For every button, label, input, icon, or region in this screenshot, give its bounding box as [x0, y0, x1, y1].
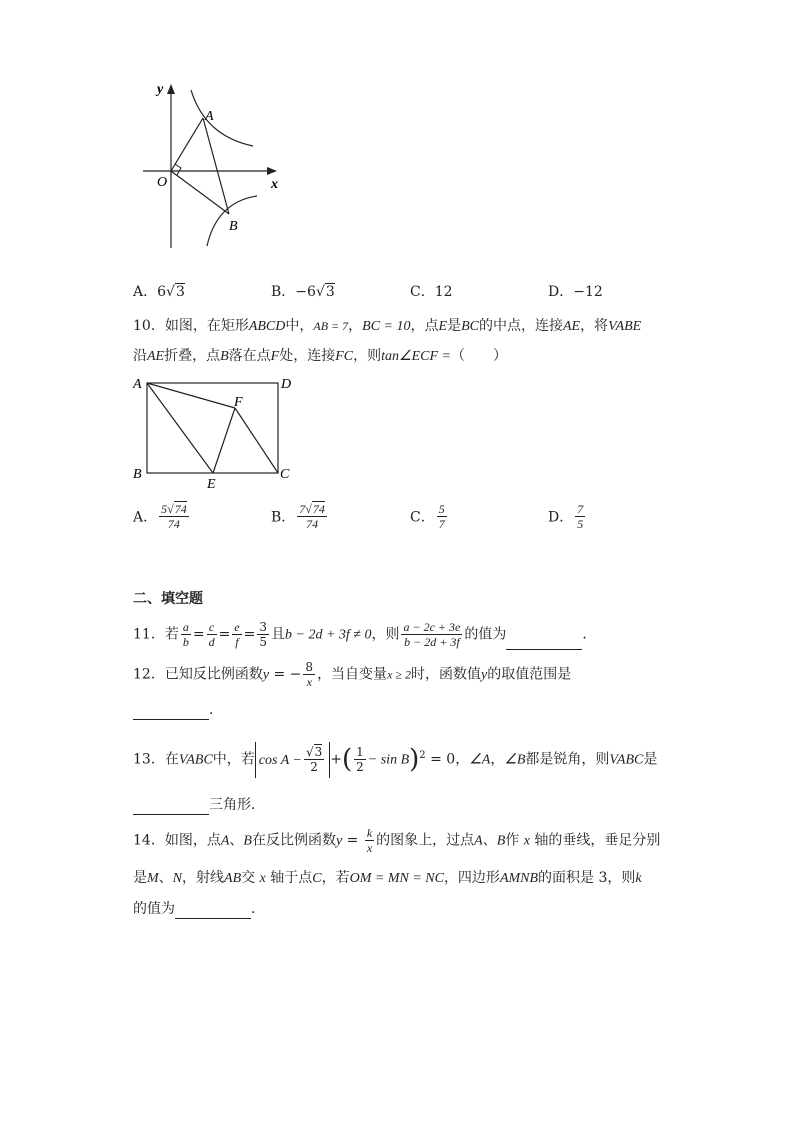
- q10-option-a: A． $\frac{5√74}{74}$: [133, 502, 187, 531]
- q10-line-2: 沿AE折叠，点B落在点F处，连接FC，则tan∠ECF =（ ）: [133, 348, 507, 364]
- segment-ob: [171, 171, 229, 214]
- section-heading: 二、填空题: [133, 591, 203, 607]
- label-d: D: [281, 377, 292, 392]
- q12-line-2: ．: [133, 700, 223, 720]
- q14-line-2: 是M、N，射线AB交 x 轴于点C，若OM = MN = NC，四边形AMNB的面积是 3，则k: [133, 870, 642, 886]
- segment-fc: [235, 408, 278, 473]
- segment-ef: [213, 408, 235, 473]
- q14-line-1: 14．如图，点A、B在反比例函数y = $\frac{k}{x}$ 的图象上，过点A、B作 x 轴的垂线，垂足分别: [133, 826, 661, 855]
- q10-option-d: D． $\frac{7}{5}$: [548, 502, 584, 531]
- label-b: B: [229, 219, 238, 234]
- q13-answer-blank[interactable]: [133, 796, 209, 815]
- q11: 11．若 $\frac{a}{b}$ = $\frac{c}{d}$ = $\frac{e}{f}$ = $\frac{3}{5}$ 且b − 2d + 3f ≠ 0，则 $\frac{a - 2c + 3e}{b - 2d + 3f}$ 的值为 ．: [133, 620, 597, 649]
- label-c: C: [280, 467, 290, 482]
- q9-option-d: D．−12: [548, 284, 603, 300]
- label-f: F: [234, 395, 243, 410]
- q11-answer-blank[interactable]: [506, 631, 582, 650]
- segment-ae: [147, 383, 213, 473]
- q13-line-2: 三角形．: [133, 795, 265, 815]
- q9-option-a: A．6√3: [133, 284, 185, 300]
- label-b: B: [133, 467, 142, 482]
- hyperbola-upper: [191, 90, 253, 146]
- q10-option-b: B． $\frac{7√74}{74}$: [271, 502, 325, 531]
- segment-ab: [203, 118, 229, 214]
- segment-oa: [171, 118, 203, 171]
- label-e: E: [207, 477, 216, 492]
- q10-option-c: C． $\frac{5}{7}$: [410, 502, 445, 531]
- q12-answer-blank[interactable]: [133, 701, 209, 720]
- rectangle-abcd: [147, 383, 278, 473]
- right-angle-mark: [175, 164, 181, 175]
- figure-q10: [130, 374, 300, 492]
- q10-line-1: 10．如图，在矩形ABCD中，AB = 7，BC = 10，点E是BC的中点，连接AE，将VABE: [133, 318, 642, 334]
- q14-answer-blank[interactable]: [175, 900, 251, 919]
- segment-af: [147, 383, 235, 408]
- q12-line-1: 12．已知反比例函数y = − $\frac{8}{x}$ ，当自变量x ≥ 2时，函数值y的取值范围是: [133, 660, 572, 689]
- label-y: y: [157, 82, 164, 97]
- q9-option-b: B．−6√3: [271, 284, 335, 300]
- x-arrow: [267, 167, 277, 175]
- label-x: x: [271, 177, 278, 192]
- y-arrow: [167, 84, 175, 94]
- q14-line-3: 的值为 ．: [133, 901, 265, 917]
- q9-option-c: C．12: [410, 284, 453, 300]
- label-o: O: [157, 175, 168, 190]
- label-a: A: [205, 109, 214, 124]
- figure-q9: [135, 78, 300, 258]
- q13-line-1: 13．在VABC中，若 cos A − $\frac{√3}{2}$ +( $\frac{1}{2}$ − sin B)$^2$ = 0，∠A，∠B都是锐角，则VABC是: [133, 738, 657, 779]
- label-a: A: [133, 377, 142, 392]
